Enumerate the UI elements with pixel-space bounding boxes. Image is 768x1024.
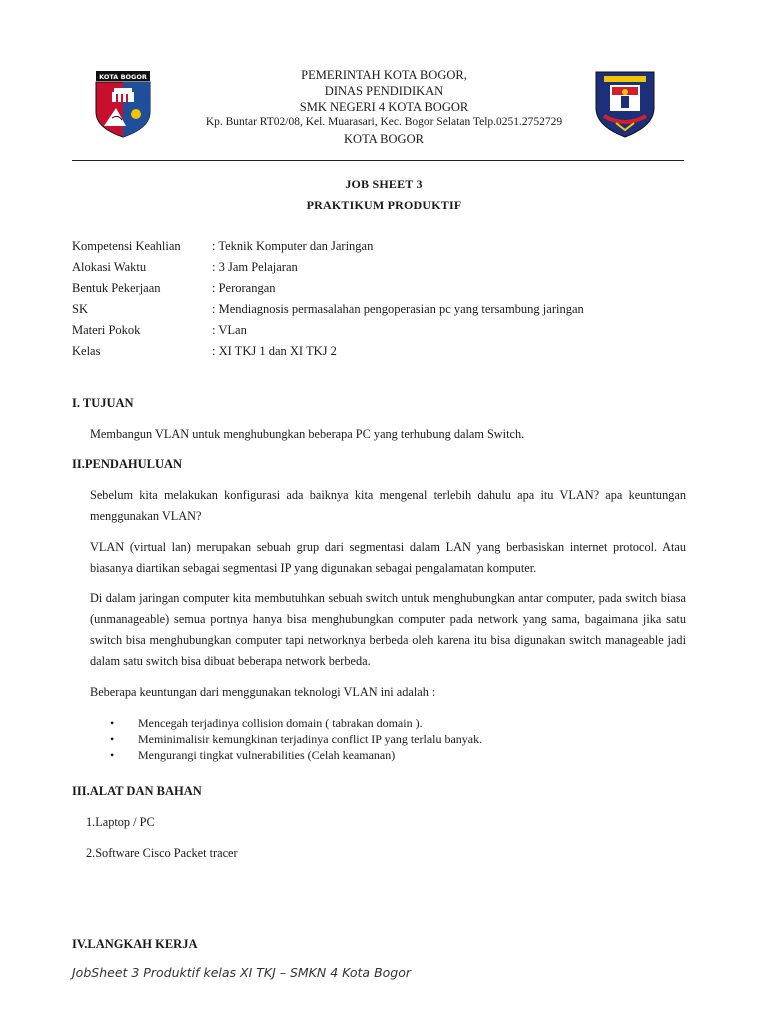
header-address: Kp. Buntar RT02/08, Kel. Muarasari, Kec. Bogor Selatan Telp.0251.2752729 (205, 116, 563, 128)
job-sheet-title: JOB SHEET 3 (345, 177, 423, 191)
header-department: DINAS PENDIDIKAN (324, 84, 444, 98)
job-sheet-subtitle: PRAKTIKUM PRODUKTIF (306, 198, 462, 212)
list-item-text: Meminimalisir kemungkinan terjadinya conflict IP yang terlalu banyak. (138, 732, 483, 746)
field-label-materi: Materi Pokok (72, 323, 141, 337)
alat-item-2: 2.Software Cisco Packet tracer (86, 846, 238, 860)
bullet-icon: • (110, 748, 115, 762)
list-item (110, 748, 395, 763)
header-government: PEMERINTAH KOTA BOGOR, (301, 68, 467, 82)
section-heading-langkah: IV.LANGKAH KERJA (72, 937, 198, 951)
field-value-kompetensi: : Teknik Komputer dan Jaringan (212, 239, 374, 253)
field-value-alokasi: : 3 Jam Pelajaran (212, 260, 298, 274)
field-label-bentuk: Bentuk Pekerjaan (72, 281, 161, 295)
list-item (110, 716, 423, 731)
tujuan-text: Membangun VLAN untuk menghubungkan beberapa PC yang terhubung dalam Switch. (90, 427, 525, 441)
field-label-kelas: Kelas (72, 344, 101, 358)
section-heading-pendahuluan: II.PENDAHULUAN (72, 457, 183, 471)
header-city: KOTA BOGOR (344, 132, 424, 146)
field-label-sk: SK (72, 302, 88, 316)
list-item-text: Mencegah terjadinya collision domain ( tabrakan domain ). (138, 716, 423, 730)
bullet-icon: • (110, 716, 115, 730)
pendahuluan-paragraph-2: VLAN (virtual lan) merupakan sebuah grup dari segmentasi dalam LAN yang berbasiskan internet protocol. Atau biasanya diartikan sebagai segmentasi IP yang digunakan sebagai pengalamatan komputer. (90, 540, 686, 575)
field-value-bentuk: : Perorangan (212, 281, 276, 295)
pendahuluan-paragraph-4: Beberapa keuntungan dari menggunakan teknologi VLAN ini adalah : (90, 685, 436, 699)
kota-bogor-logo-label: KOTA BOGOR (99, 73, 147, 81)
field-value-kelas: : XI TKJ 1 dan XI TKJ 2 (212, 344, 337, 358)
header-school: SMK NEGERI 4 KOTA BOGOR (299, 100, 469, 114)
section-heading-tujuan: I. TUJUAN (72, 396, 134, 410)
bullet-icon: • (110, 732, 115, 746)
page-footer: JobSheet 3 Produktif kelas XI TKJ – SMKN 4 Kota Bogor (72, 965, 412, 980)
field-value-sk: : Mendiagnosis permasalahan pengoperasian pc yang tersambung jaringan (212, 302, 584, 316)
field-label-alokasi: Alokasi Waktu (72, 260, 147, 274)
list-item-text: Mengurangi tingkat vulnerabilities (Celah keamanan) (138, 748, 396, 762)
header-divider (72, 160, 684, 161)
field-value-materi: : VLan (212, 323, 247, 337)
pendahuluan-paragraph-3: Di dalam jaringan computer kita membutuhkan sebuah switch untuk menghubungkan antar computer, pada switch biasa (unmanageable) semua portnya hanya bisa menghubungkan computer pada network yang sama, bagaimana jika satu switch bisa menghubungkan computer tapi networknya berbeda oleh karena itu bisa digunakan switch manageable jadi dalam satu switch bisa dibuat beberapa network berbeda. (90, 591, 686, 668)
field-label-kompetensi: Kompetensi Keahlian (72, 239, 181, 253)
pendahuluan-paragraph-1: Sebelum kita melakukan konfigurasi ada baiknya kita mengenal terlebih dahulu apa itu VLAN? apa keuntungan menggunakan VLAN? (90, 488, 686, 523)
alat-item-1: 1.Laptop / PC (86, 815, 155, 829)
list-item (110, 732, 482, 747)
section-heading-alat: III.ALAT DAN BAHAN (72, 784, 202, 798)
